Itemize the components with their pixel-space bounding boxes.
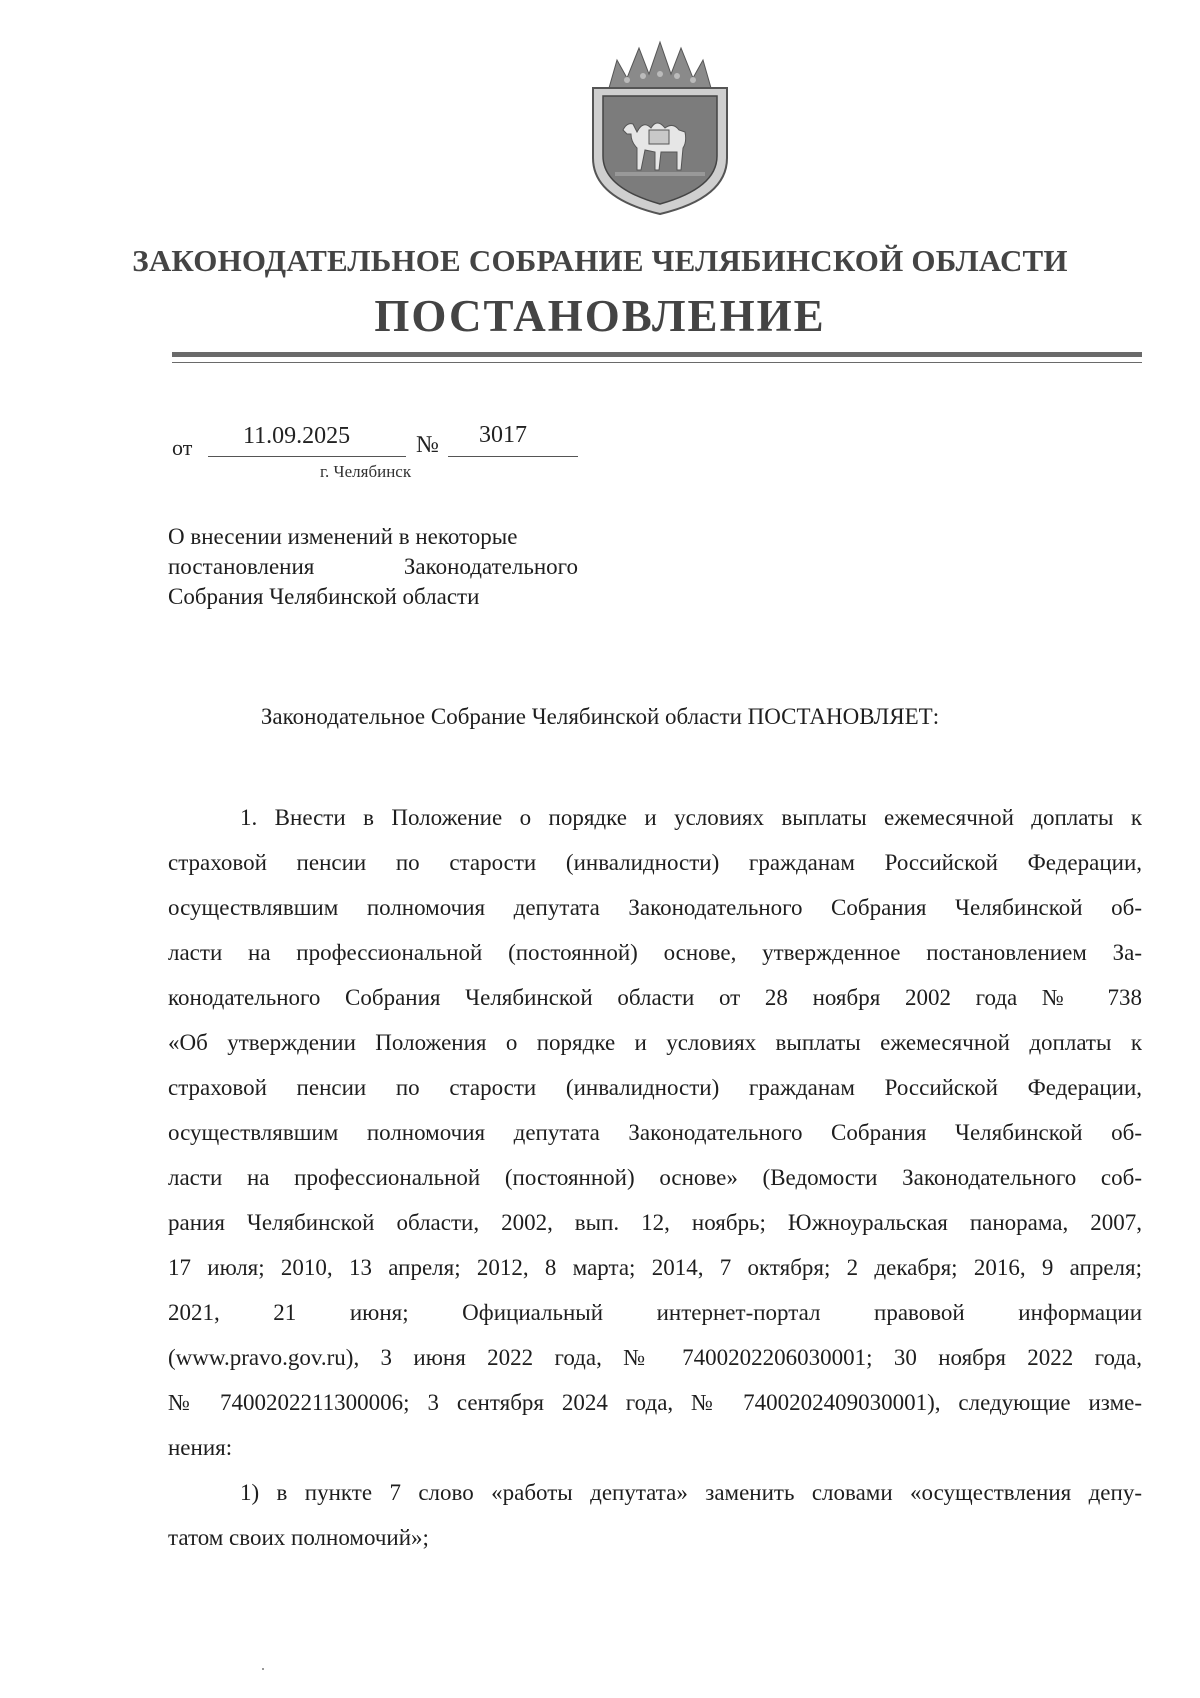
item-1-line: осуществлявшим полномочия депутата Законодательного Собрания Челябинской об-: [168, 895, 1142, 920]
item-1-line: конодательного Собрания Челябинской области от 28 ноября 2002 года № 738: [168, 985, 1142, 1010]
item-1-line: 17 июля; 2010, 13 апреля; 2012, 8 марта; 2014, 7 октября; 2 декабря; 2016, 9 апреля;: [168, 1255, 1142, 1280]
preamble: Законодательное Собрание Челябинской области ПОСТАНОВЛЯЕТ:: [260, 704, 940, 729]
subitem-1-line: 1) в пункте 7 слово «работы депутата» заменить словами «осуществления депу-: [240, 1480, 1142, 1505]
subject-line: О внесении изменений в некоторые: [168, 524, 518, 549]
coat-of-arms-icon: [587, 38, 733, 218]
subitem-1-line: татом своих полномочий»;: [168, 1525, 429, 1550]
document-body: [168, 795, 1142, 1560]
item-1-line: ласти на профессиональной (постоянной) основе» (Ведомости Законодательного соб-: [168, 1165, 1142, 1190]
organization-title: ЗАКОНОДАТЕЛЬНОЕ СОБРАНИЕ ЧЕЛЯБИНСКОЙ ОБЛАСТИ: [132, 243, 1068, 278]
item-1-line: 1. Внести в Положение о порядке и условиях выплаты ежемесячной доплаты к: [240, 805, 1142, 830]
subject-line: Собрания Челябинской области: [168, 584, 480, 609]
item-1-line: № 7400202211300006; 3 сентября 2024 года, № 7400202409030001), следующие изме-: [168, 1390, 1142, 1415]
document-date: 11.09.2025: [243, 423, 351, 449]
document-number: 3017: [479, 422, 527, 448]
number-underline: [448, 456, 578, 457]
header-divider-thick: [172, 352, 1142, 357]
header-divider-thin: [172, 362, 1142, 363]
date-underline: [208, 456, 406, 457]
date-prefix: от: [172, 435, 193, 460]
subject-line: постановления Законодательного: [168, 554, 578, 579]
scan-artifact: [262, 1668, 264, 1670]
item-1-line: нения:: [168, 1435, 233, 1460]
document-type-title: ПОСТАНОВЛЕНИЕ: [374, 291, 826, 341]
item-1-line: «Об утверждении Положения о порядке и условиях выплаты ежемесячной доплаты к: [168, 1030, 1142, 1055]
city-label: г. Челябинск: [320, 462, 412, 481]
number-prefix: №: [416, 432, 439, 458]
document-subject: [168, 522, 578, 612]
item-1-line: осуществлявшим полномочия депутата Законодательного Собрания Челябинской об-: [168, 1120, 1142, 1145]
item-1-line: рания Челябинской области, 2002, вып. 12, ноябрь; Южноуральская панорама, 2007,: [168, 1210, 1142, 1235]
item-1-line: страховой пенсии по старости (инвалидности) гражданам Российской Федерации,: [168, 1075, 1142, 1100]
item-1-line: ласти на профессиональной (постоянной) основе, утвержденное постановлением За-: [168, 940, 1142, 965]
item-1-line: 2021, 21 июня; Официальный интернет-портал правовой информации: [168, 1300, 1142, 1325]
item-1-line: (www.pravo.gov.ru), 3 июня 2022 года, № 7400202206030001; 30 ноября 2022 года,: [168, 1345, 1142, 1370]
item-1-line: страховой пенсии по старости (инвалидности) гражданам Российской Федерации,: [168, 850, 1142, 875]
